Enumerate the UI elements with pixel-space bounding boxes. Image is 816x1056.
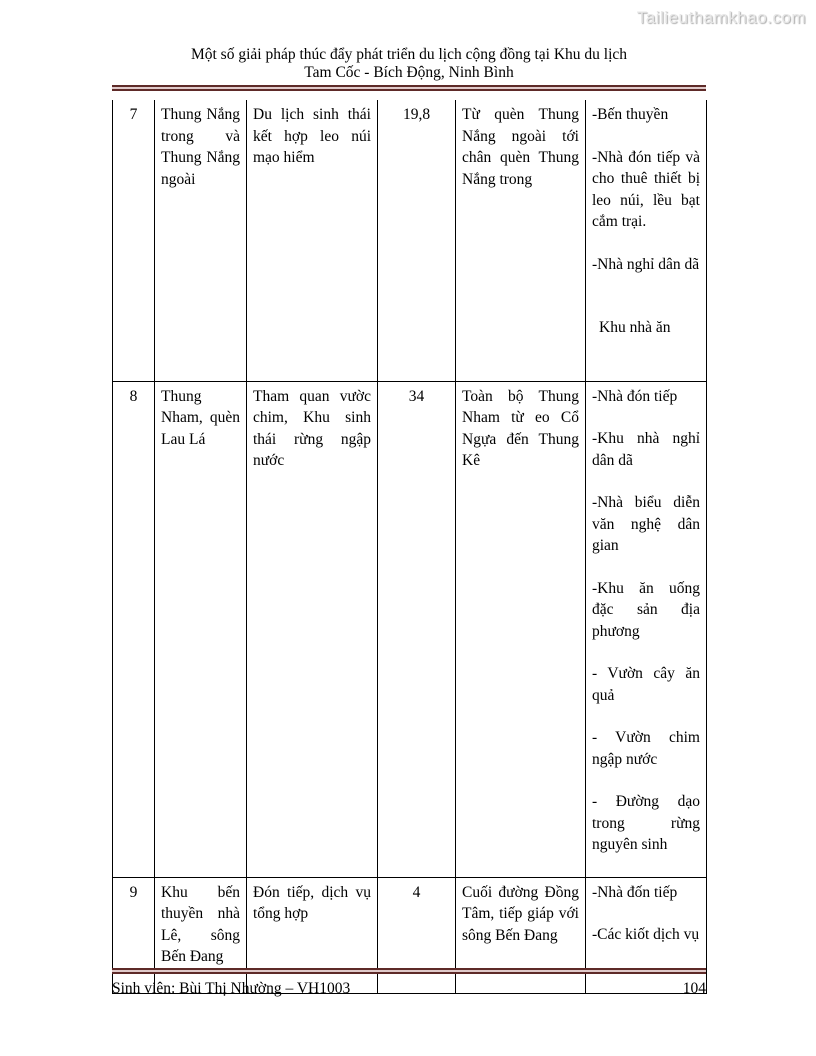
activity-cell: Đón tiếp, dịch vụ tổng hợp — [247, 877, 378, 993]
facilities-cell — [586, 877, 707, 993]
facility-item: -Khu nhà nghỉ dân dã — [592, 430, 700, 469]
facility-item: -Các kiốt dịch vụ — [592, 926, 700, 943]
facility-item: -Khu ăn uống đặc sản địa phương — [592, 579, 700, 640]
location-cell: Cuối đường Đồng Tâm, tiếp giáp với sông Bến Đang — [456, 877, 586, 993]
facility-item: -Bến thuyền — [592, 106, 669, 123]
footer-page-number: 104 — [682, 980, 706, 997]
facility-item: Khu nhà ăn — [599, 319, 671, 336]
facility-item: -Nhà đón tiếp — [592, 387, 678, 405]
facility-item: -Nhà nghỉ dân dã — [592, 255, 700, 273]
facilities-cell — [586, 100, 707, 381]
footer-student-label: Sinh viên: Bùi Thị Nhường – VH1003 — [112, 980, 351, 997]
footer-rule — [112, 968, 706, 974]
header-title-line2: Tam Cốc - Bích Động, Ninh Bình — [304, 64, 514, 81]
page-footer — [112, 979, 706, 999]
location-cell: Từ quèn Thung Nắng ngoài tới chân quèn Thung Nắng trong — [456, 100, 586, 381]
page-header — [112, 46, 706, 82]
row-number-cell: 7 — [113, 100, 155, 381]
area-cell: 4 — [378, 877, 456, 993]
facility-item: - Vườn chim ngập nước — [592, 729, 700, 768]
watermark-text: Tailieuthamkhao.com — [636, 8, 806, 27]
table-row — [113, 381, 707, 877]
table-row — [113, 877, 707, 993]
activity-cell: Tham quan vườc chim, Khu sinh thái rừng ngập nước — [247, 381, 378, 877]
header-title-line1: Một số giải pháp thúc đẩy phát triển du lịch cộng đồng tại Khu du lịch — [190, 46, 628, 63]
site-name-cell: Khu bến thuyền nhà Lê, sông Bến Đang — [155, 877, 247, 993]
row-number-cell: 9 — [113, 877, 155, 993]
header-rule — [112, 85, 706, 91]
area-cell: 19,8 — [378, 100, 456, 381]
site-name-cell: Thung Nắng trong và Thung Nắng ngoài — [155, 100, 247, 381]
facility-item: -Nhà đốn tiếp — [592, 883, 678, 901]
facility-item: -Nhà đón tiếp và cho thuê thiết bị leo núi, lều bạt cắm trại. — [592, 148, 700, 230]
site-name-cell: Thung Nham, quèn Lau Lá — [155, 381, 247, 877]
facility-item: - Vườn cây ăn quả — [592, 665, 700, 704]
activity-cell: Du lịch sinh thái kết hợp leo núi mạo hiểm — [247, 100, 378, 381]
row-number-cell: 8 — [113, 381, 155, 877]
facility-item: -Nhà biểu diễn văn nghệ dân gian — [592, 494, 700, 554]
sites-table — [112, 100, 707, 994]
area-cell: 34 — [378, 381, 456, 877]
facility-item: - Đường dạo trong rừng nguyên sinh — [592, 793, 700, 853]
facilities-cell — [586, 381, 707, 877]
table-row — [113, 100, 707, 381]
location-cell: Toàn bộ Thung Nham từ eo Cổ Ngựa đến Thung Kê — [456, 381, 586, 877]
